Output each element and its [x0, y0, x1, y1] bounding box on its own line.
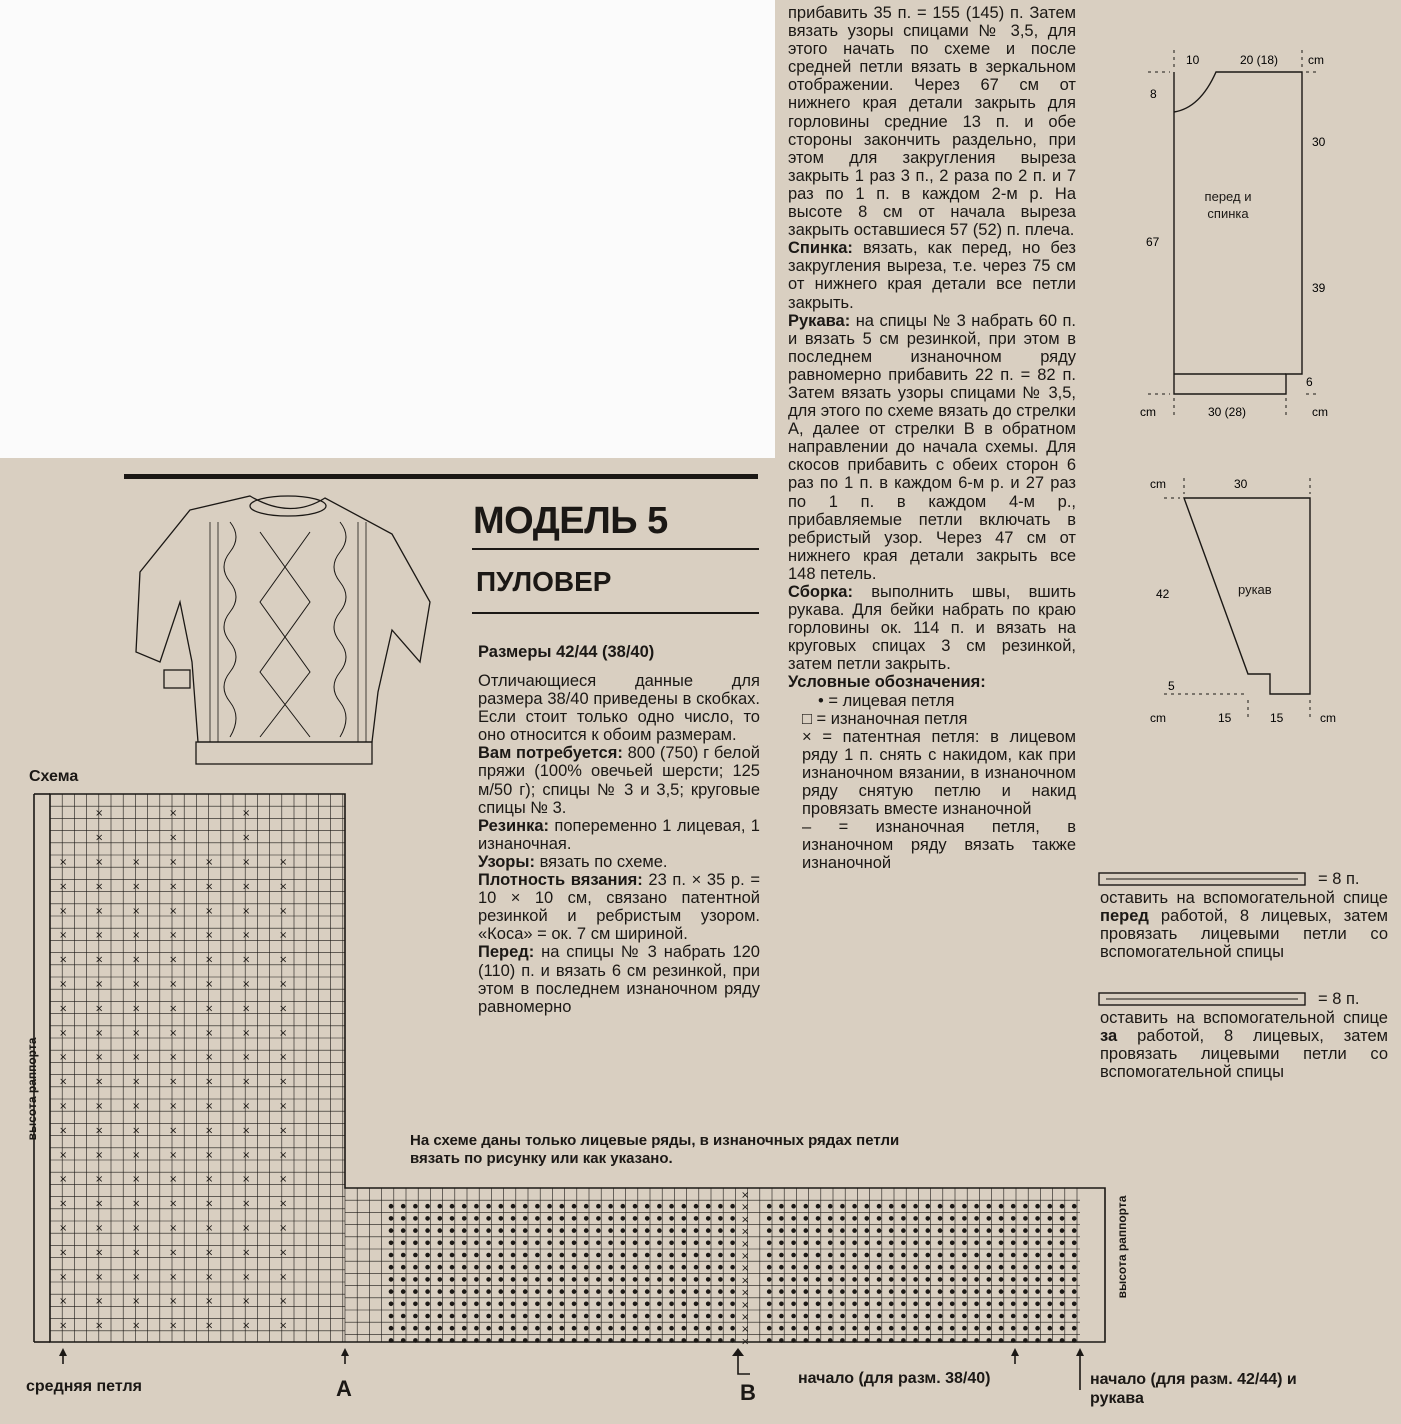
svg-text:×: ×	[95, 1149, 104, 1161]
cable-front-text: оставить на вспомогательной спице перед работой, 8 лицевых, затем провязать лицевыми петли со вспомогательной спицы	[1100, 889, 1388, 962]
svg-text:×: ×	[95, 1052, 104, 1064]
svg-text:×: ×	[59, 1027, 68, 1039]
svg-text:×: ×	[205, 1052, 214, 1064]
svg-text:×: ×	[279, 979, 288, 990]
svg-text:×: ×	[279, 1271, 288, 1283]
middle-stitch-label: средняя петля	[26, 1378, 142, 1395]
body-bottom-cm-right: cm	[1312, 405, 1328, 419]
back-label: Спинка:	[788, 239, 853, 258]
svg-text:×: ×	[95, 1198, 104, 1210]
density-text: 23 п. × 35 р. = 10 × 10 см, связано патентной резинкой и ребристым узором. «Коса» = ок. 7 см шириной.	[478, 871, 760, 944]
cable-back-count: = 8 п.	[1318, 990, 1360, 1008]
patterns-label: Узоры:	[478, 852, 535, 871]
svg-text:×: ×	[95, 1271, 104, 1283]
svg-text:×: ×	[279, 905, 288, 917]
svg-text:×: ×	[279, 1052, 288, 1064]
svg-text:×: ×	[95, 1320, 104, 1332]
svg-text:×: ×	[169, 1223, 178, 1234]
svg-text:×: ×	[59, 1198, 68, 1210]
body-schematic	[1140, 48, 1400, 428]
svg-text:×: ×	[95, 1076, 104, 1088]
svg-text:×: ×	[741, 1299, 750, 1311]
svg-text:×: ×	[169, 1296, 178, 1308]
assembly-paragraph	[788, 583, 1076, 673]
svg-text:×: ×	[132, 1149, 141, 1161]
svg-text:×: ×	[59, 1052, 68, 1064]
rapport-height-right: высота раппорта	[1115, 1195, 1129, 1299]
svg-text:×: ×	[242, 1052, 251, 1064]
sleeve-piece-label: рукав	[1238, 582, 1272, 597]
svg-text:×: ×	[741, 1263, 750, 1275]
svg-text:×: ×	[242, 1296, 251, 1308]
svg-text:×: ×	[279, 930, 288, 942]
svg-text:×: ×	[242, 1223, 251, 1234]
chart-title: Схема	[29, 768, 79, 785]
svg-text:×: ×	[205, 1149, 214, 1161]
svg-text:×: ×	[132, 881, 141, 893]
knitting-chart	[30, 790, 1110, 1400]
legend-title: Условные обозначения:	[788, 673, 986, 692]
svg-text:×: ×	[132, 1052, 141, 1064]
svg-text:×: ×	[59, 954, 68, 966]
body-dim-6: 6	[1306, 375, 1313, 389]
sleeve-bottom-cm-left: cm	[1150, 711, 1166, 725]
needs-label: Вам потребуется:	[478, 744, 623, 763]
svg-text:×: ×	[169, 808, 178, 820]
sleeve-top-30: 30	[1234, 477, 1248, 491]
svg-text:×: ×	[132, 1027, 141, 1039]
assembly-label: Сборка:	[788, 583, 853, 601]
svg-text:×: ×	[132, 1003, 141, 1015]
svg-text:×: ×	[95, 808, 104, 820]
svg-text:×: ×	[169, 1125, 178, 1137]
svg-text:×: ×	[59, 1101, 68, 1112]
sleeve-bottom-15a: 15	[1218, 711, 1232, 725]
cable-front-count: = 8 п.	[1318, 870, 1360, 888]
body-top-10: 10	[1186, 53, 1200, 67]
cable-back-symbol	[1098, 992, 1306, 1006]
svg-text:×: ×	[169, 1027, 178, 1039]
heading-underline-2	[472, 612, 759, 614]
svg-text:×: ×	[205, 1003, 214, 1015]
heading-rule	[124, 474, 758, 479]
sleeve-bottom-cm-right: cm	[1320, 711, 1336, 725]
svg-text:×: ×	[242, 857, 251, 868]
svg-text:×: ×	[169, 1076, 178, 1088]
svg-text:×: ×	[95, 905, 104, 917]
svg-text:×: ×	[279, 1003, 288, 1015]
body-dim-8: 8	[1150, 87, 1157, 101]
body-piece-label: перед и спинка	[1204, 189, 1252, 221]
svg-text:×: ×	[169, 1052, 178, 1064]
body-bottom-30: 30 (28)	[1208, 405, 1247, 419]
svg-text:×: ×	[169, 979, 178, 990]
svg-text:×: ×	[59, 905, 68, 917]
svg-text:×: ×	[169, 905, 178, 917]
svg-text:×: ×	[279, 1076, 288, 1088]
svg-text:×: ×	[279, 881, 288, 893]
svg-text:×: ×	[741, 1324, 750, 1336]
svg-text:×: ×	[95, 832, 104, 844]
svg-text:×: ×	[279, 1101, 288, 1112]
svg-text:×: ×	[205, 1247, 214, 1259]
heading-underline	[472, 548, 759, 550]
arrow-b-label: B	[740, 1380, 756, 1405]
svg-text:×: ×	[169, 1174, 178, 1186]
svg-text:×: ×	[169, 857, 178, 868]
svg-text:×: ×	[205, 1320, 214, 1332]
svg-text:×: ×	[95, 1247, 104, 1259]
svg-text:×: ×	[205, 1125, 214, 1137]
svg-text:×: ×	[169, 1101, 178, 1112]
legend-dash: – = изнаночная петля, в изнаночном ряду вязать также изнаночной	[802, 818, 1076, 873]
front-continued-text: прибавить 35 п. = 155 (145) п. Затем вязать узоры спицами № 3,5, для этого начать по схеме и после средней петли вязать в зеркальном отображении. Через 67 см от нижнего края детали закрыть для горловины средние 13 п. и обе стороны закончить раздельно, при этом для закругления выреза закрыть 1 раз 3 п., 2 раза по 2 п. и 7 раз по 1 п. в каждом 2-м р. На высоте 8 см от начала выреза закрыть оставшиеся 57 (52) п. плеча.	[788, 4, 1076, 240]
back-paragraph	[788, 239, 1076, 311]
svg-text:×: ×	[59, 1296, 68, 1308]
svg-text:×: ×	[169, 1003, 178, 1015]
svg-text:×: ×	[132, 905, 141, 917]
svg-text:×: ×	[242, 881, 251, 893]
chart-note: На схеме даны только лицевые ряды, в изнаночных рядах петли вязать по рисунку или как указано.	[410, 1132, 900, 1167]
assembly-text: выполнить швы, вшить рукава. Для бейки набрать по краю горловины ок. 114 п. и вязать на круговых спицах 3 см резинкой, затем петли закрыть.	[788, 583, 1076, 674]
svg-text:×: ×	[279, 1027, 288, 1039]
svg-text:×: ×	[169, 954, 178, 966]
svg-text:×: ×	[132, 1076, 141, 1088]
svg-text:×: ×	[95, 1174, 104, 1186]
svg-text:×: ×	[132, 930, 141, 942]
svg-text:×: ×	[95, 1125, 104, 1137]
svg-text:×: ×	[205, 1174, 214, 1186]
svg-text:×: ×	[205, 1296, 214, 1308]
svg-text:×: ×	[279, 1320, 288, 1332]
svg-text:×: ×	[205, 1027, 214, 1039]
svg-text:×: ×	[132, 1271, 141, 1283]
body-top-cm: cm	[1308, 53, 1324, 67]
svg-text:×: ×	[242, 1198, 251, 1210]
svg-text:×: ×	[279, 1174, 288, 1186]
svg-text:×: ×	[205, 1076, 214, 1088]
cable-front-symbol	[1098, 872, 1306, 886]
svg-text:×: ×	[741, 1287, 750, 1299]
svg-text:×: ×	[242, 1271, 251, 1283]
svg-text:×: ×	[132, 1296, 141, 1308]
svg-text:×: ×	[242, 1076, 251, 1088]
sleeve-schematic	[1148, 474, 1400, 730]
legend-purl: □ = изнаночная петля	[802, 709, 968, 728]
svg-text:×: ×	[59, 857, 68, 868]
svg-text:×: ×	[205, 1198, 214, 1210]
svg-text:×: ×	[59, 881, 68, 893]
front-label: Перед:	[478, 943, 535, 962]
svg-text:×: ×	[59, 1174, 68, 1186]
svg-text:×: ×	[741, 1226, 750, 1238]
svg-text:×: ×	[95, 1101, 104, 1112]
svg-text:×: ×	[95, 1003, 104, 1015]
body-dim-67: 67	[1146, 235, 1160, 249]
svg-text:×: ×	[205, 905, 214, 917]
svg-text:×: ×	[242, 1027, 251, 1039]
svg-text:×: ×	[95, 857, 104, 868]
rapport-height-left: высота раппорта	[25, 1037, 39, 1141]
sleeve-top-cm: cm	[1150, 477, 1166, 491]
svg-text:×: ×	[59, 1003, 68, 1015]
svg-text:×: ×	[205, 979, 214, 990]
svg-text:×: ×	[169, 1247, 178, 1259]
svg-text:×: ×	[279, 857, 288, 868]
svg-text:×: ×	[205, 1271, 214, 1283]
svg-text:×: ×	[242, 1320, 251, 1332]
svg-text:×: ×	[169, 1320, 178, 1332]
svg-text:×: ×	[59, 930, 68, 942]
svg-text:×: ×	[132, 1320, 141, 1332]
svg-text:×: ×	[741, 1190, 750, 1201]
body-dim-30: 30	[1312, 135, 1326, 149]
svg-text:×: ×	[169, 832, 178, 844]
needs-text: 800 (750) г белой пряжи (100% овечьей шерсти; 125 м/50 г); спицы № 3 и 3,5; круговые спицы № 3.	[478, 744, 760, 817]
body-bottom-cm-left: cm	[1140, 405, 1156, 419]
sleeve-dim-5: 5	[1168, 679, 1175, 693]
svg-text:×: ×	[169, 1198, 178, 1210]
svg-text:×: ×	[279, 954, 288, 966]
svg-text:×: ×	[132, 1125, 141, 1137]
svg-text:×: ×	[132, 1223, 141, 1234]
svg-text:×: ×	[279, 1247, 288, 1259]
svg-text:×: ×	[59, 1223, 68, 1234]
svg-text:×: ×	[95, 1027, 104, 1039]
start-small-label: начало (для разм. 38/40)	[798, 1370, 991, 1387]
svg-text:×: ×	[59, 1149, 68, 1161]
svg-text:×: ×	[132, 857, 141, 868]
svg-text:×: ×	[741, 1312, 750, 1323]
svg-text:×: ×	[242, 1125, 251, 1137]
svg-text:×: ×	[242, 1149, 251, 1161]
front-text: на спицы № 3 набрать 120 (110) п. и вязать 6 см резинкой, при этом в последнем изнаночном ряду равномерно	[478, 943, 760, 1016]
svg-text:×: ×	[242, 832, 251, 844]
svg-text:×: ×	[205, 954, 214, 966]
svg-text:×: ×	[279, 1223, 288, 1234]
column-3-text	[788, 4, 1076, 873]
sizes-heading: Размеры 42/44 (38/40)	[478, 643, 655, 661]
svg-text:×: ×	[132, 1198, 141, 1210]
svg-text:×: ×	[242, 930, 251, 942]
svg-text:×: ×	[169, 1149, 178, 1161]
legend-knit: • = лицевая петля	[818, 691, 955, 710]
garment-type: ПУЛОВЕР	[476, 566, 612, 597]
svg-text:×: ×	[95, 881, 104, 893]
start-large-label: начало (для разм. 42/44) и рукава	[1090, 1371, 1297, 1407]
svg-text:×: ×	[741, 1251, 750, 1262]
svg-text:×: ×	[242, 1247, 251, 1259]
svg-text:×: ×	[132, 979, 141, 990]
svg-text:×: ×	[279, 1198, 288, 1210]
svg-text:×: ×	[132, 1247, 141, 1259]
sleeve-dim-42: 42	[1156, 587, 1170, 601]
svg-text:×: ×	[279, 1149, 288, 1161]
sleeve-bottom-15b: 15	[1270, 711, 1284, 725]
model-title: МОДЕЛЬ 5	[473, 500, 668, 542]
svg-text:×: ×	[205, 1223, 214, 1234]
sweater-illustration	[130, 492, 430, 772]
svg-text:×: ×	[242, 954, 251, 966]
sleeves-paragraph	[788, 312, 1076, 583]
svg-text:×: ×	[169, 1271, 178, 1283]
svg-text:×: ×	[95, 930, 104, 942]
svg-text:×: ×	[242, 1174, 251, 1186]
svg-text:×: ×	[59, 1271, 68, 1283]
intro-text: Отличающиеся данные для размера 38/40 приведены в скобках. Если стоит только одно число, то оно относится к обоим размерам.	[478, 672, 760, 745]
legend-patent: × = патентная петля: в лицевом ряду 1 п. снять с накидом, как при изнаночном вязании, в изнаночном ряду снятую петлю и накид провязать вместе изнаночной	[802, 727, 1076, 819]
density-label: Плотность вязания:	[478, 871, 643, 890]
white-overlay-paper	[0, 0, 775, 458]
svg-text:×: ×	[205, 930, 214, 942]
svg-text:×: ×	[242, 1101, 251, 1112]
sleeves-text: на спицы № 3 набрать 60 п. и вязать 5 см резинкой, при этом в последнем изнаночном ряду равномерно прибавить 22 п. = 82 п. Затем вязать узоры спицами № 3,5, для этого по схеме вязать до стрелки А, далее от стрелки В в обратном направлении до начала схемы. Для скосов прибавить с обеих сторон 6 раз по 1 п. в каждом 6-м р. и 27 раз по 1 п. в каждом 4-м р., прибавляемые петли включать в ребристый узор. Через 47 см от нижнего края детали закрыть все 148 петель.	[788, 311, 1076, 583]
svg-text:×: ×	[59, 1125, 68, 1137]
svg-text:×: ×	[242, 808, 251, 820]
svg-text:×: ×	[59, 979, 68, 990]
back-text: вязать, как перед, но без закругления выреза, т.е. через 75 см от нижнего края детали все петли закрыть.	[788, 239, 1076, 312]
svg-text:×: ×	[741, 1202, 750, 1214]
svg-text:×: ×	[242, 1003, 251, 1015]
svg-text:×: ×	[132, 1101, 141, 1112]
svg-text:×: ×	[59, 1320, 68, 1332]
body-top-20: 20 (18)	[1240, 53, 1279, 67]
svg-text:×: ×	[95, 1223, 104, 1234]
svg-text:×: ×	[741, 1275, 750, 1287]
svg-text:×: ×	[95, 1296, 104, 1308]
svg-text:×: ×	[132, 954, 141, 966]
svg-text:×: ×	[205, 1101, 214, 1112]
patterns-text: вязать по схеме.	[539, 852, 668, 871]
sleeves-label: Рукава:	[788, 311, 851, 330]
svg-text:×: ×	[279, 1125, 288, 1137]
body-dim-39: 39	[1312, 281, 1326, 295]
svg-text:×: ×	[169, 930, 178, 942]
svg-text:×: ×	[279, 1296, 288, 1308]
svg-text:×: ×	[741, 1336, 750, 1348]
svg-text:×: ×	[169, 881, 178, 893]
cable-back-text: оставить на вспомогательной спице за работой, 8 лицевых, затем провязать лицевыми петли со вспомогательной спицы	[1100, 1009, 1388, 1082]
svg-text:×: ×	[741, 1214, 750, 1226]
svg-text:×: ×	[242, 979, 251, 990]
svg-text:×: ×	[95, 954, 104, 966]
rib-label: Резинка:	[478, 816, 550, 835]
svg-text:×: ×	[242, 905, 251, 917]
svg-text:×: ×	[59, 1076, 68, 1088]
arrow-a-label: A	[336, 1376, 352, 1401]
rib-text: попеременно 1 лицевая, 1 изнаночная.	[478, 816, 760, 853]
svg-text:×: ×	[741, 1238, 750, 1250]
svg-text:×: ×	[205, 857, 214, 868]
svg-text:×: ×	[132, 1174, 141, 1186]
svg-text:×: ×	[95, 979, 104, 990]
svg-text:×: ×	[205, 881, 214, 893]
svg-text:×: ×	[59, 1247, 68, 1259]
